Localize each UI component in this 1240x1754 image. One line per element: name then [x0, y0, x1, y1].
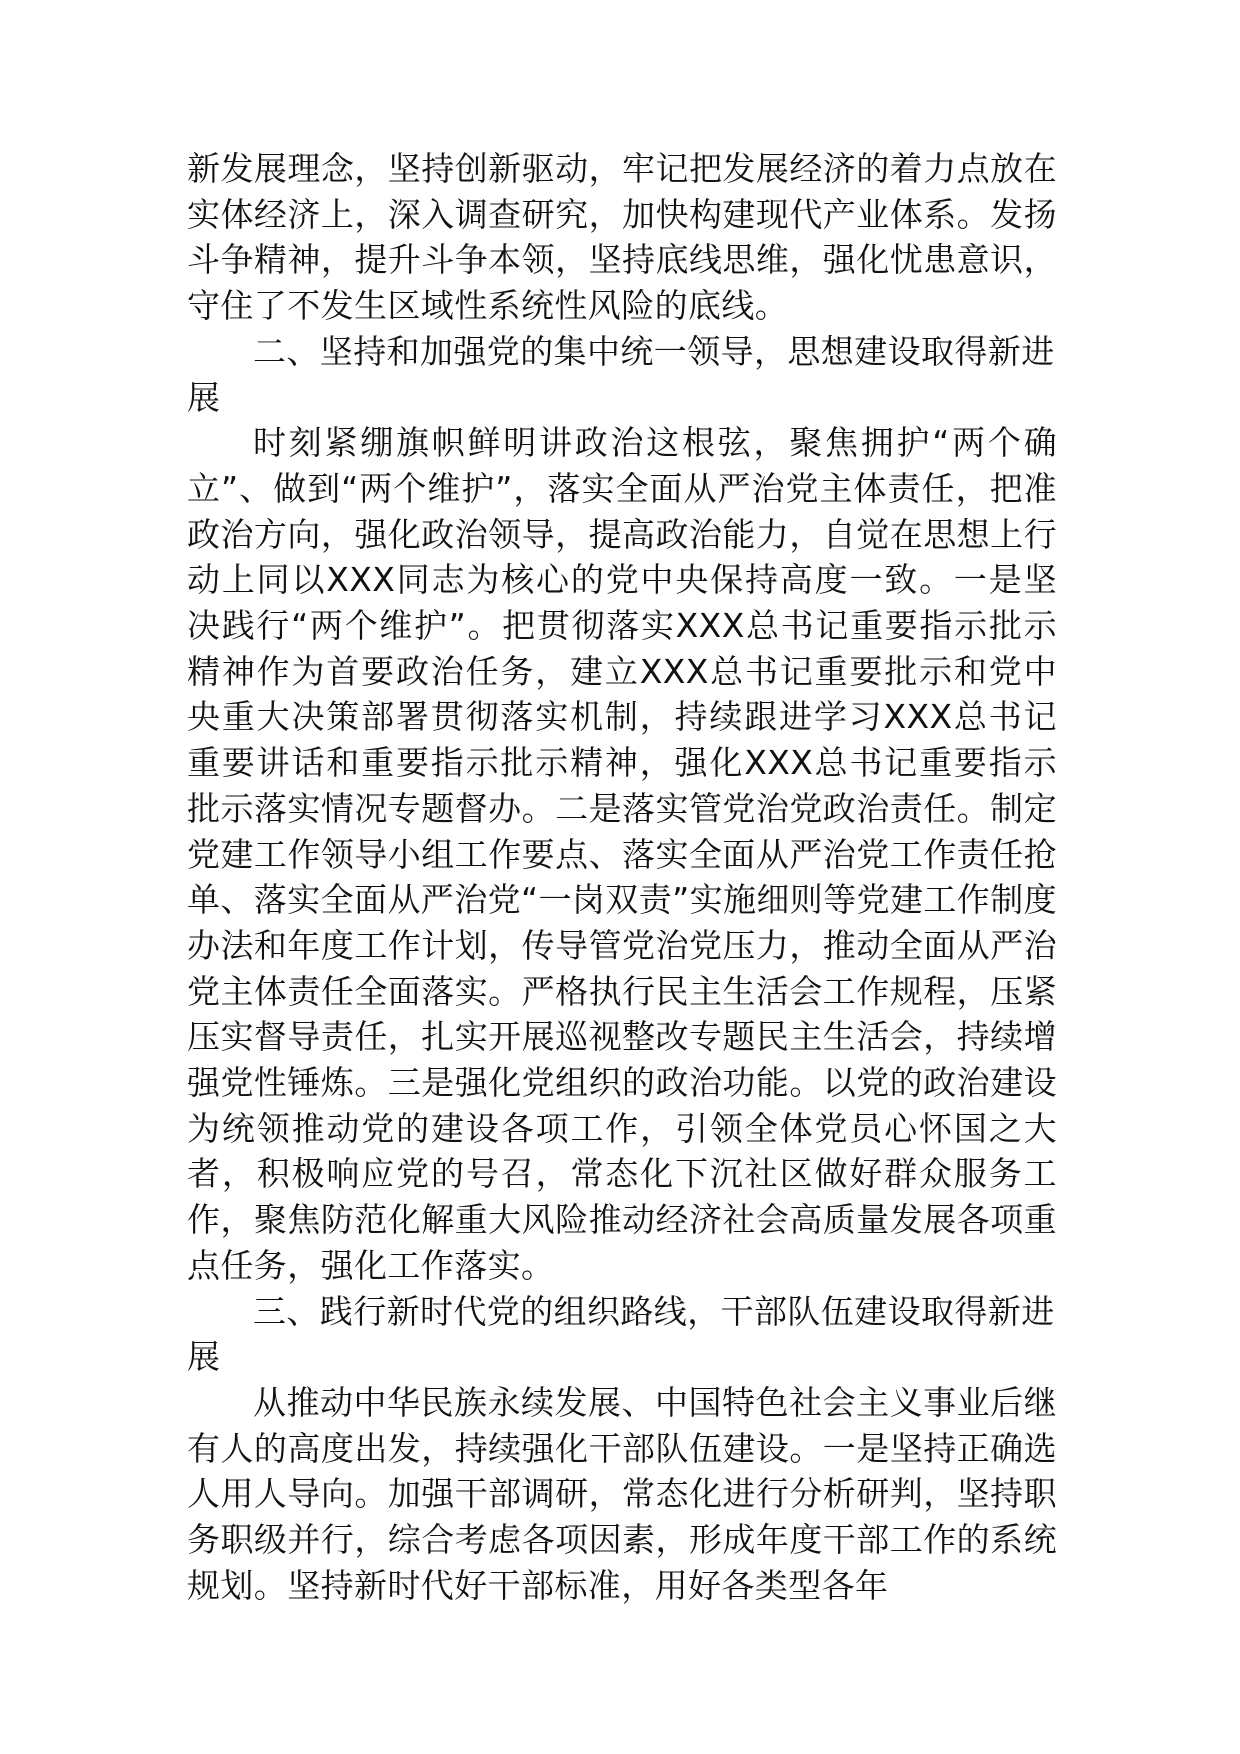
document-body — [187, 146, 1057, 1609]
section-heading-2: 二、坚持和加强党的集中统一领导，思想建设取得新进展 — [187, 331, 1055, 417]
paragraph-intro-continuation: 新发展理念，坚持创新驱动，牢记把发展经济的着力点放在实体经济上，深入调查研究，加快构建现代产业体系。发扬斗争精神，提升斗争本领，坚持底线思维，强化忧患意识，守住了不发生区域性系统性风险的底线。 — [187, 149, 1057, 326]
paragraph-section-2-body: 时刻紧绷旗帜鲜明讲政治这根弦，聚焦拥护“两个确立”、做到“两个维护”，落实全面从严治党主体责任，把准政治方向，强化政治领导，提高政治能力，自觉在思想上行动上同以XXX同志为核心的党中央保持高度一致。一是坚决践行“两个维护”。把贯彻落实XXX总书记重要指示批示精神作为首要政治任务，建立XXX总书记重要批示和党中央重大决策部署贯彻落实机制，持续跟进学习XXX总书记重要讲话和重要指示批示精神，强化XXX总书记重要指示批示落实情况专题督办。二是落实管党治党政治责任。制定党建工作领导小组工作要点、落实全面从严治党工作责任抢单、落实全面从严治党“一岗双责”实施细则等党建工作制度办法和年度工作计划，传导管党治党压力，推动全面从严治党主体责任全面落实。严格执行民主生活会工作规程，压紧压实督导责任，扎实开展巡视整改专题民主生活会，持续增强党性锤炼。三是强化党组织的政治功能。以党的政治建设为统领推动党的建设各项工作，引领全体党员心怀国之大者，积极响应党的号召，常态化下沉社区做好群众服务工作，聚焦防范化解重大风险推动经济社会高质量发展各项重点任务，强化工作落实。 — [187, 423, 1057, 1285]
section-heading-3: 三、践行新时代党的组织路线，干部队伍建设取得新进展 — [187, 1291, 1055, 1377]
paragraph-section-3-body: 从推动中华民族永续发展、中国特色社会主义事业后继有人的高度出发，持续强化干部队伍建设。一是坚持正确选人用人导向。加强干部调研，常态化进行分析研判，坚持职务职级并行，综合考虑各项因素，形成年度干部工作的系统规划。坚持新时代好干部标准，用好各类型各年 — [187, 1382, 1057, 1605]
